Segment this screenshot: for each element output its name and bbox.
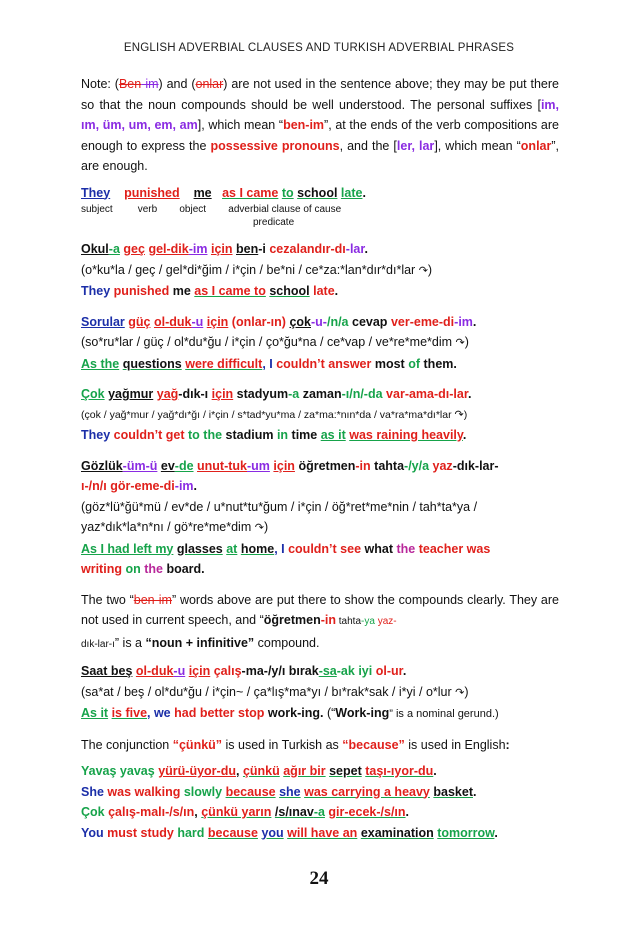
in-suffix: -in [320,613,336,627]
tr-suffix: -a [288,387,300,401]
tr-word: var-ama-dı-lar [386,387,469,401]
example2-pronunciation [81,260,559,282]
example3-pronunciation [81,332,559,354]
ogretmen-word: öğretmen [263,613,321,627]
note-text: ], which mean “ [434,138,521,153]
tr-suffix: -a [313,805,325,819]
tr-suffix: -ma-/y/ı [241,664,286,678]
tr-word: zaman [302,387,342,401]
note-text: ], which mean “ [197,118,284,132]
example6-pronunciation [81,682,559,704]
en-word: in [276,428,289,442]
explain-text: ” is a [114,635,146,650]
en-word: couldn’t see [288,541,362,556]
comma: , [194,805,198,819]
tr-suffix: -u [191,314,204,329]
en-word: couldn’t get [113,428,185,442]
tr-suffix: -im [174,479,194,493]
example3-english [81,354,559,375]
en-word: , I [274,541,285,556]
period: . [402,664,407,678]
clause-word: as I came [222,185,279,200]
tr-word: çünkü yarın [201,805,272,819]
en-word: time [291,428,318,442]
note-text: ”, are enough. [81,138,559,173]
tr-word: çok [289,314,311,329]
ya-suffix: -ya [361,616,375,627]
tr-suffix: -u [173,664,186,678]
tr-suffix: -im [188,242,208,256]
main-content [81,74,559,843]
pron-text: (so*ru*lar / güç / ol*du*ğu / i*çin / ço*ğu*na / ce*vap / ve*re*me*dim [81,335,453,349]
en-word: tomorrow [437,825,495,840]
tr-word: ağır bir [283,764,326,778]
pron-text: ) [464,684,469,699]
example2-turkish [81,239,559,260]
tr-word: ol-duk [153,314,192,329]
period: . [472,314,477,329]
en-word: was walking [107,784,181,799]
tr-word: ver-eme-di [390,314,455,329]
example5-turkish [81,456,559,497]
tr-word: Sorular [81,314,125,329]
tr-suffix: -/y/a [404,458,430,473]
en-word: because [207,825,258,840]
period: . [462,428,467,442]
verb-word: punished [124,185,180,200]
en-word: them. [423,356,457,371]
en-word: was raining heavily [349,428,463,442]
example1-sentence [81,183,559,204]
tr-word: yağ [156,387,179,401]
pron-text: ) [463,408,468,421]
tr-word: Saat beş [81,664,133,678]
en-word: had better stop [174,706,265,720]
tr-suffix: -sa [318,664,337,678]
tr-suffix: -dık-lar- [452,458,499,473]
tr-suffix: -i [258,242,266,256]
example8-english [81,823,559,844]
note-text: , and the [ [339,138,397,153]
en-word: glasses [176,541,223,556]
conjunction-paragraph [81,735,559,756]
tr-word: yürü-üyor-du [158,764,236,778]
benim-word: ben-im [133,592,172,607]
page-number: 24 [309,868,329,889]
grammar-roles: subject verb object adverbial clause of cause [81,204,342,215]
note-text: (“ [323,706,336,720]
en-word: slowly [183,784,223,799]
note-paragraph [81,74,559,177]
period: . [433,764,437,778]
tr-word: geç [123,242,145,256]
en-word: You [81,825,104,840]
en-word: , we [147,706,171,720]
onlar-word: onlar [195,77,224,91]
tr-word: iyi [358,664,373,678]
example5-pronunciation [81,497,559,539]
explain-text: ” words above are put there to show the compounds clearly. They are not used in current speech, and “ [81,592,559,627]
pron-text: (sa*at / beş / ol*du*ğu / i*çin~ / ça*lış*ma*yı / bı*rak*sak / i*yi / o*lur [81,684,452,699]
benim-word: ben-im [283,118,325,132]
en-word: because [225,784,276,799]
tr-word: stadyum [236,387,289,401]
pron-text: ) [464,335,469,349]
because-word: “because” [342,737,405,752]
en-word: of [408,356,421,371]
en-word: work-ing. [267,706,324,720]
tr-suffix: -lar [345,242,365,256]
pron-text: (göz*lü*ğü*mü / ev*de / u*nut*tu*ğum / i*çin / öğ*ret*me*nin / tah*ta*ya / [81,499,478,514]
curved-arrow-icon: ↷ [418,264,428,277]
diklari-word: dık-lar-ı [81,638,115,650]
en-word: she [279,784,301,799]
ler-suffix: ler, lar [396,138,435,153]
tr-word: ol-duk [135,664,174,678]
tr-suffix: ı-/n/ı [81,479,107,493]
en-word: on [125,562,141,576]
tr-word: Okul [81,242,109,256]
period: . [472,784,477,799]
period: . [494,825,498,840]
en-word: board. [166,562,205,576]
en-word: late [313,284,335,298]
tr-word: Yavaş yavaş [81,764,155,778]
en-word: As it [81,706,109,720]
grammar-roles-predicate: predicate [253,217,295,228]
tr-word: için [206,314,229,329]
example4-english [81,425,559,446]
pron-text: yaz*dık*la*n*nı / gö*re*me*dim [81,520,252,534]
ben-word: Ben [118,77,142,91]
en-word: you [261,825,284,840]
noun-infinitive: “noun + infinitive” [145,635,255,650]
tr-word: çalış [213,664,242,678]
explain-text: compound. [254,635,320,650]
tr-word: için [273,458,295,473]
onlar-meaning: onlar [520,138,552,153]
pron-text: (çok / yağ*mur / yağ*dı*ğı / i*çin / s*tad*yu*ma / za*ma:*nın*da / va*ra*ma*dı*lar [81,408,452,421]
conj-text: : [505,737,510,752]
pron-text: ) [263,520,269,534]
tr-word: öğretmen [298,458,356,473]
tr-suffix: -üm-ü [122,458,158,473]
en-word: is five [111,706,148,720]
en-word: basket [433,784,473,799]
en-word: was carrying a heavy [304,784,430,799]
en-word: punished [113,284,170,298]
tr-word: için [210,242,233,256]
en-word: were difficult [185,356,263,371]
period: . [362,185,366,200]
tr-suffix: -ak [336,664,355,678]
tr-word: yağmur [108,387,154,401]
example7-turkish [81,761,559,782]
note-text: ” is a nominal gerund.) [389,708,499,720]
tr-suffix: -im [454,314,473,329]
note-text: ) are not used in the sentence above; they may be put there so that the noun compounds should be well understood. The personal suffixes [ [81,77,559,112]
tr-suffix: -u- [311,314,327,329]
en-word: me [172,284,191,298]
tr-word: sepet [329,764,362,778]
tr-word: /s/ınav [274,805,314,819]
example8-turkish [81,802,559,823]
gerund-word: Work-ing [335,706,390,720]
en-word: They [81,284,111,298]
possessive-term: possessive pronouns [210,138,340,153]
en-word: writing [81,562,122,576]
en-word: questions [122,356,182,371]
tr-word: çünkü [242,764,280,778]
clause-word: school [297,185,338,200]
tr-word: tahta [374,458,405,473]
period: . [193,479,198,493]
en-word: As the [81,356,120,371]
tr-word: taşı-ıyor-du [365,764,434,778]
tr-suffix: /n/a [326,314,349,329]
tr-word: Gözlük [81,458,123,473]
en-word: as it [320,428,346,442]
tr-word: cevap [352,314,388,329]
tr-word: gir-ecek-/s/ın [328,805,406,819]
tr-word: çalış-malı-/s/ın [108,805,195,819]
en-word: She [81,784,104,799]
en-word: at [226,541,238,556]
note-text: Note: ( [81,77,119,91]
en-word: home [240,541,275,556]
en-word: They [81,428,111,442]
tr-word: yaz [432,458,453,473]
subject-word: They [81,185,111,200]
tr-suffix: -de [174,458,194,473]
pron-text: (o*ku*la / geç / gel*di*ğim / i*çin / be*ni / ce*za:*lan*dır*dı*lar [81,262,416,277]
tr-word: ol-ur [375,664,403,678]
en-word: must study [107,825,174,840]
example7-english [81,782,559,803]
en-word: school [269,284,310,298]
tr-suffix: -dık-ı [178,387,209,401]
explain-text: The two “ [81,592,134,607]
tr-word: bırak [288,664,319,678]
en-word: what [364,541,393,556]
en-word: hard [177,825,205,840]
running-head: ENGLISH ADVERBIAL CLAUSES AND TURKISH ADVERBIAL PHRASES [123,42,515,54]
im-suffix: -im [141,77,159,91]
period: . [468,387,472,401]
tr-suffix: -um [247,458,270,473]
period: . [334,284,339,298]
tr-suffix: -a [108,242,120,256]
tr-word: Çok [81,387,105,401]
tr-word: güç [128,314,151,329]
example5-english [81,539,559,580]
conj-text: is used in Turkish as [222,737,343,752]
example4-pronunciation [81,405,559,426]
conj-text: The conjunction [81,737,173,752]
curved-arrow-icon: ↷ [455,337,465,349]
object-word: me [193,185,212,200]
en-word: examination [360,825,434,840]
tr-word: cezalandır-dı [269,242,346,256]
en-word: the [144,562,163,576]
period: . [364,242,369,256]
suffix-list: im, ım, üm, um, em, am [81,97,559,132]
clause-word: late [340,185,363,200]
cunku-word: “çünkü” [172,737,223,752]
en-word: the [203,428,223,442]
en-word: the [396,541,416,556]
curved-arrow-icon: ↷ [455,686,465,699]
en-word: As I had left my [81,541,174,556]
tr-word: için [211,387,234,401]
yaz-word: yaz- [374,616,397,627]
comma: , [235,764,240,778]
note-text: ) and ( [158,77,196,91]
tr-suffix: -in [355,458,371,473]
en-word: , I [262,356,273,371]
tr-word: gel-dik [148,242,189,256]
curved-arrow-icon: ↷ [454,408,464,421]
en-word: stadium [225,428,274,442]
tr-word: Çok [81,805,105,819]
tr-word: gör-eme-di [110,479,175,493]
tr-word: (onlar-ın) [231,314,286,329]
tr-word: unut-tuk [197,458,247,473]
explanation-paragraph [81,590,559,656]
en-word: couldn’t answer [276,356,372,371]
en-word: to [187,428,200,442]
tr-word: için [188,664,211,678]
en-word: most [374,356,405,371]
pron-text: ) [427,262,433,277]
en-word: will have an [287,825,358,840]
example4-turkish [81,384,559,405]
example3-turkish [81,312,559,333]
tr-suffix: -ı/n/-da [341,387,383,401]
conj-text: is used in English [404,737,506,752]
clause-word: to [281,185,294,200]
note-text: ”, at the ends of the verb compositions are enough to express the [81,118,559,153]
tr-word: ev [160,458,175,473]
curved-arrow-icon: ↷ [254,522,264,534]
tahta-word: tahta [336,616,362,627]
en-word: as I came to [194,284,266,298]
tr-word: ben [236,242,259,256]
example2-english [81,281,559,302]
period: . [405,805,410,819]
example6-english [81,703,559,725]
example6-turkish [81,661,559,682]
en-word: teacher was [418,541,491,556]
